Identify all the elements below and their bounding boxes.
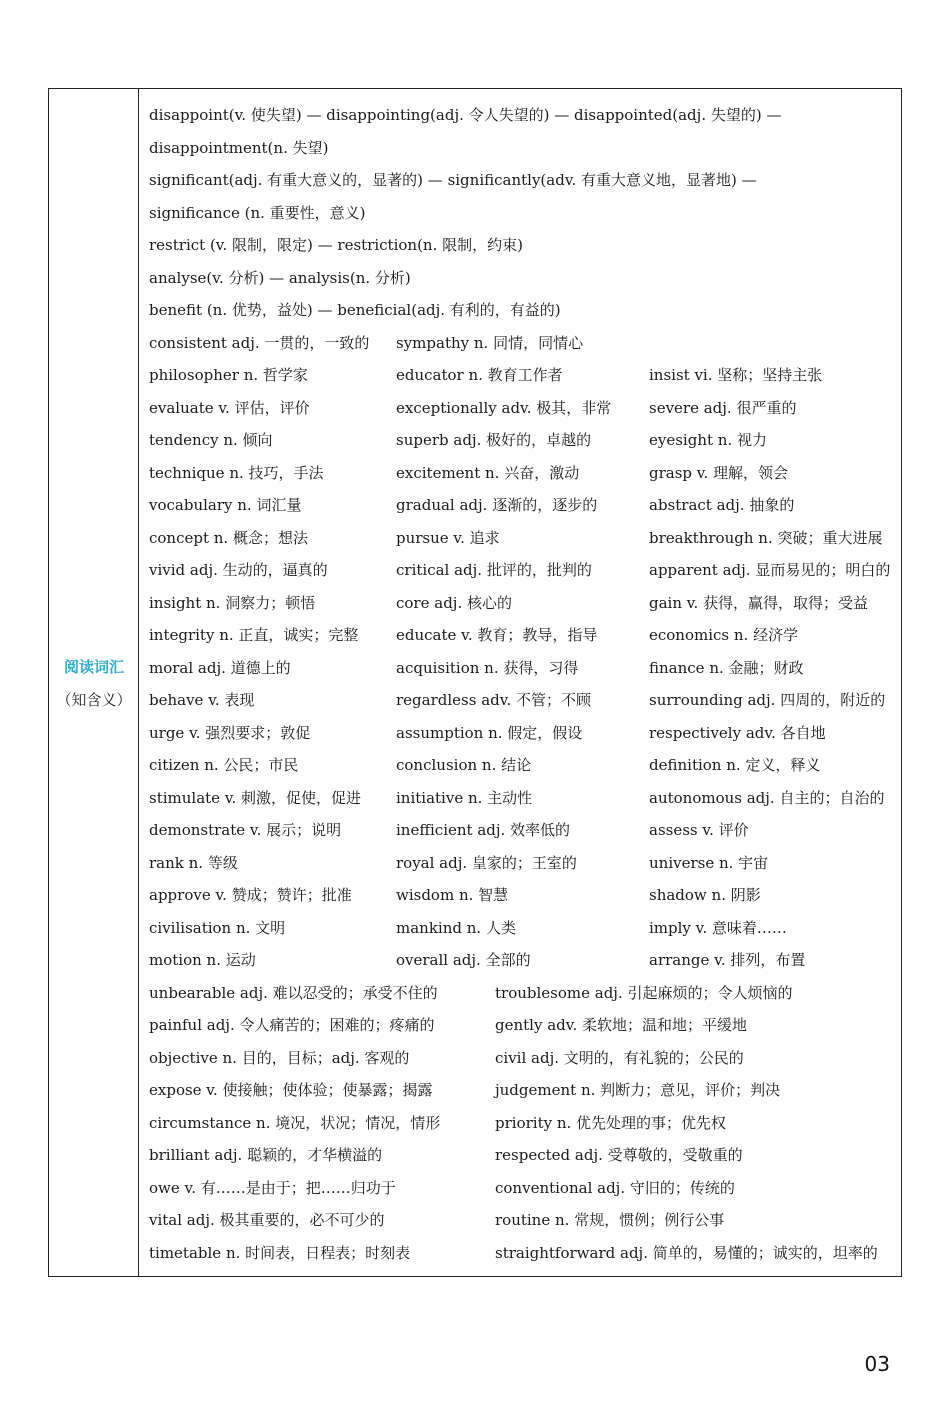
word-entry: vocabulary n. 词汇量: [149, 496, 302, 514]
word-entry: universe n. 宇宙: [649, 853, 769, 872]
word-entry: core adj. 核心的: [396, 593, 512, 612]
word-row: [149, 457, 894, 490]
word-entry: concept n. 概念；想法: [149, 528, 308, 547]
section-subtitle: （知含义）: [56, 691, 132, 709]
word-row: [149, 879, 894, 912]
word-entry: motion n. 运动: [149, 951, 256, 969]
word-row: [149, 1042, 894, 1075]
word-row: [149, 977, 894, 1010]
word-entry: civil adj. 文明的，有礼貌的；公民的: [495, 1048, 744, 1067]
word-entry: sympathy n. 同情，同情心: [396, 333, 584, 352]
vocabulary-table: [48, 88, 902, 1277]
derivation-line: restrict (v. 限制，限定) — restriction(n. 限制，约束): [149, 236, 523, 254]
word-entry: evaluate v. 评估，评价: [149, 398, 310, 417]
derivation-line: disappointment(n. 失望): [149, 138, 329, 157]
word-entry: pursue v. 追求: [396, 528, 500, 547]
derivation-line: disappoint(v. 使失望) — disappointing(adj. 令人失望的) — disappointed(adj. 失望的) —: [149, 106, 782, 124]
word-entry: royal adj. 皇家的；王室的: [396, 853, 577, 872]
word-entry: conventional adj. 守旧的；传统的: [495, 1178, 735, 1197]
word-entry: urge v. 强烈要求；敦促: [149, 723, 311, 742]
word-entry: respectively adv. 各自地: [649, 723, 826, 742]
derivation-line: significance (n. 重要性，意义): [149, 203, 366, 222]
word-entry: mankind n. 人类: [396, 918, 516, 937]
word-entry: gradual adj. 逐渐的，逐步的: [396, 496, 598, 514]
word-entry: demonstrate v. 展示；说明: [149, 821, 342, 839]
word-entry: educator n. 教育工作者: [396, 366, 563, 384]
word-entry: circumstance n. 境况，状况；情况，情形: [149, 1113, 441, 1132]
word-entry: technique n. 技巧，手法: [149, 463, 324, 482]
word-row: [149, 717, 894, 750]
word-entry: eyesight n. 视力: [649, 431, 767, 449]
word-entry: autonomous adj. 自主的；自治的: [649, 788, 885, 807]
word-row: [149, 652, 894, 685]
word-row: [149, 1237, 894, 1270]
word-entry: abstract adj. 抽象的: [649, 496, 795, 514]
word-entry: economics n. 经济学: [649, 626, 799, 644]
word-row: [149, 944, 894, 977]
word-entry: superb adj. 极好的，卓越的: [396, 431, 592, 449]
section-title: 阅读词汇: [63, 658, 124, 676]
word-entry: severe adj. 很严重的: [649, 398, 797, 417]
word-entry: rank n. 等级: [149, 853, 238, 872]
word-entry: insist vi. 坚称；坚持主张: [649, 366, 823, 384]
word-row: [149, 489, 894, 522]
word-row: [149, 782, 894, 815]
word-row: [149, 1204, 894, 1237]
derivation-list: [149, 99, 894, 327]
word-row: [149, 1139, 894, 1172]
word-entry: gain v. 获得，赢得，取得；受益: [649, 593, 869, 612]
three-column-word-list: [149, 327, 894, 977]
word-entry: unbearable adj. 难以忍受的；承受不住的: [149, 983, 438, 1002]
word-entry: assess v. 评价: [649, 821, 749, 839]
word-entry: citizen n. 公民；市民: [149, 756, 299, 774]
word-entry: tendency n. 倾向: [149, 431, 273, 449]
word-entry: objective n. 目的，目标；adj. 客观的: [149, 1048, 410, 1067]
two-column-word-list: [149, 977, 894, 1270]
word-row: [149, 814, 894, 847]
word-entry: wisdom n. 智慧: [396, 886, 509, 904]
word-entry: overall adj. 全部的: [396, 951, 531, 969]
word-entry: vital adj. 极其重要的，必不可少的: [149, 1211, 385, 1229]
word-row: [149, 1107, 894, 1140]
word-entry: imply v. 意味着……: [649, 918, 787, 937]
vocabulary-content: [149, 99, 894, 1269]
word-entry: troublesome adj. 引起麻烦的；令人烦恼的: [495, 983, 793, 1002]
word-entry: vivid adj. 生动的，逼真的: [149, 561, 328, 579]
word-entry: surrounding adj. 四周的，附近的: [649, 691, 886, 709]
word-entry: arrange v. 排列，布置: [649, 951, 806, 969]
word-entry: routine n. 常规，惯例；例行公事: [495, 1211, 725, 1229]
word-entry: expose v. 使接触；使体验；使暴露；揭露: [149, 1081, 433, 1099]
word-entry: exceptionally adv. 极其，非常: [396, 398, 612, 417]
word-row: [149, 554, 894, 587]
word-entry: critical adj. 批评的，批判的: [396, 561, 592, 579]
word-entry: respected adj. 受尊敬的，受敬重的: [495, 1146, 743, 1164]
word-row: [149, 327, 894, 360]
word-entry: priority n. 优先处理的事；优先权: [495, 1113, 727, 1132]
word-entry: conclusion n. 结论: [396, 756, 532, 774]
word-entry: integrity n. 正直，诚实；完整: [149, 626, 359, 644]
section-label-column: [49, 89, 139, 1276]
word-entry: apparent adj. 显而易见的；明白的: [649, 561, 891, 579]
word-row: [149, 1009, 894, 1042]
word-entry: breakthrough n. 突破；重大进展: [649, 528, 883, 547]
word-row: [149, 392, 894, 425]
word-row: [149, 424, 894, 457]
word-entry: gently adv. 柔软地；温和地；平缓地: [495, 1016, 747, 1034]
word-entry: grasp v. 理解，领会: [649, 463, 789, 482]
word-entry: insight n. 洞察力；顿悟: [149, 593, 316, 612]
word-entry: owe v. 有……是由于；把……归功于: [149, 1178, 396, 1197]
word-entry: consistent adj. 一贯的，一致的: [149, 333, 370, 352]
word-entry: moral adj. 道德上的: [149, 658, 291, 677]
derivation-line: benefit (n. 优势，益处) — beneficial(adj. 有利的，有益的): [149, 301, 561, 319]
word-entry: timetable n. 时间表，日程表；时刻表: [149, 1243, 411, 1262]
derivation-line: significant(adj. 有重大意义的，显著的) — significantly(adv. 有重大意义地，显著地) —: [149, 171, 757, 189]
word-entry: approve v. 赞成；赞许；批准: [149, 886, 352, 904]
derivation-line: analyse(v. 分析) — analysis(n. 分析): [149, 268, 411, 287]
word-entry: assumption n. 假定，假设: [396, 723, 583, 742]
word-row: [149, 522, 894, 555]
word-entry: educate v. 教育；教导，指导: [396, 626, 598, 644]
word-entry: philosopher n. 哲学家: [149, 366, 308, 384]
word-entry: definition n. 定义，释义: [649, 756, 821, 774]
word-row: [149, 619, 894, 652]
word-row: [149, 1074, 894, 1107]
word-entry: judgement n. 判断力；意见，评价；判决: [495, 1081, 781, 1099]
word-entry: initiative n. 主动性: [396, 788, 533, 807]
word-row: [149, 1172, 894, 1205]
word-row: [149, 749, 894, 782]
word-entry: regardless adv. 不管；不顾: [396, 691, 591, 709]
word-entry: acquisition n. 获得，习得: [396, 658, 579, 677]
word-row: [149, 912, 894, 945]
word-entry: painful adj. 令人痛苦的；困难的；疼痛的: [149, 1016, 435, 1034]
word-row: [149, 359, 894, 392]
word-entry: shadow n. 阴影: [649, 886, 761, 904]
word-row: [149, 587, 894, 620]
word-row: [149, 684, 894, 717]
word-entry: excitement n. 兴奋，激动: [396, 463, 580, 482]
word-entry: inefficient adj. 效率低的: [396, 821, 571, 839]
word-entry: stimulate v. 刺激，促使，促进: [149, 788, 362, 807]
word-entry: brilliant adj. 聪颖的，才华横溢的: [149, 1146, 383, 1164]
page-number: 03: [864, 1352, 890, 1376]
word-entry: finance n. 金融；财政: [649, 658, 804, 677]
word-entry: behave v. 表现: [149, 691, 255, 709]
word-row: [149, 847, 894, 880]
word-entry: straightforward adj. 简单的，易懂的；诚实的，坦率的: [495, 1243, 878, 1262]
word-entry: civilisation n. 文明: [149, 918, 286, 937]
